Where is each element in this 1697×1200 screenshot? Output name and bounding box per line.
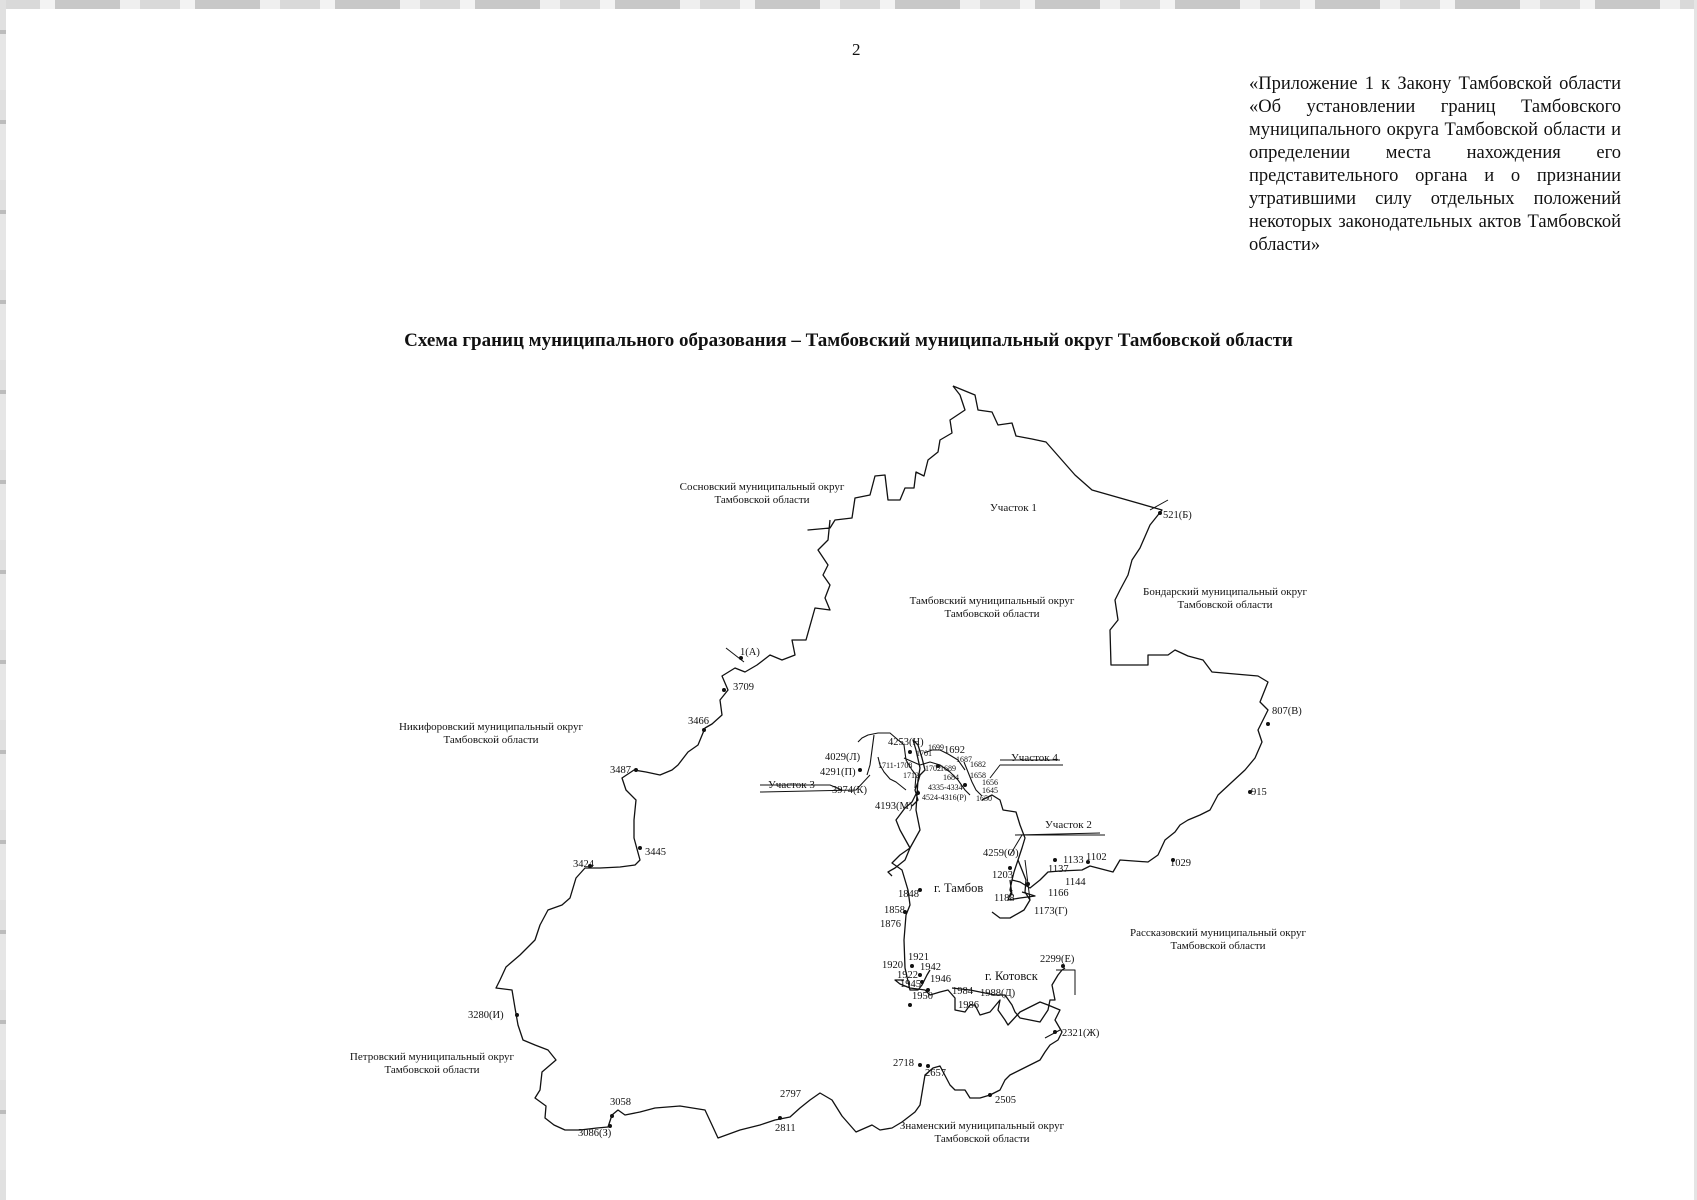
- point-3974: 3974(К): [832, 785, 867, 796]
- region-tambovsky-l2: Тамбовской области: [944, 608, 1040, 620]
- point-4253: 4253(Н): [888, 737, 924, 748]
- point-1699: 1699: [928, 743, 944, 752]
- marker-807: [1266, 722, 1270, 726]
- point-1942: 1942: [920, 962, 941, 973]
- point-1945: 1945: [900, 979, 921, 990]
- point-4291: 4291(П): [820, 767, 856, 778]
- point-1986: 1986: [958, 1000, 979, 1011]
- point-1133: 1133: [1063, 855, 1084, 866]
- district-boundary: [953, 386, 1268, 900]
- region-bondarsky-l1: Бондарский муниципальный округ: [1143, 586, 1307, 598]
- point-1650: 1650: [976, 794, 992, 803]
- point-1684: 1684: [943, 773, 959, 782]
- point-4029: 4029(Л): [825, 752, 861, 763]
- plot4-callout: [990, 765, 1063, 778]
- point-1921: 1921: [908, 952, 929, 963]
- point-3445: 3445: [645, 847, 666, 858]
- point-1687: 1687: [956, 755, 972, 764]
- marker-521: [1158, 511, 1162, 515]
- marker-1920: [910, 964, 914, 968]
- point-1a: 1(А): [740, 647, 760, 658]
- point-1188: 1188: [994, 893, 1015, 904]
- point-1712: 1712: [903, 771, 919, 780]
- point-2505: 2505: [995, 1095, 1016, 1106]
- region-petrovsky-l1: Петровский муниципальный округ: [349, 1051, 515, 1063]
- marker-3058: [610, 1114, 614, 1118]
- point-3424: 3424: [573, 859, 594, 870]
- marker-4193: [916, 791, 920, 795]
- region-znamensky-l2: Тамбовской области: [934, 1133, 1030, 1145]
- point-1645: 1645: [982, 786, 998, 795]
- point-1173: 1173(Г): [1034, 906, 1068, 917]
- point-1858: 1858: [884, 905, 905, 916]
- marker-3280: [515, 1013, 519, 1017]
- point-1682: 1682: [970, 760, 986, 769]
- marker-2797: [778, 1116, 782, 1120]
- region-rasskazovsky-l2: Тамбовской области: [1170, 940, 1266, 952]
- point-1848: 1848: [898, 889, 919, 900]
- region-sosnovsky-l2: Тамбовской области: [714, 494, 810, 506]
- marker-2505: [988, 1093, 992, 1097]
- point-1984: 1984: [952, 986, 973, 997]
- region-tambovsky-l1: Тамбовский муниципальный округ: [909, 595, 1075, 607]
- point-3086: 3086(З): [578, 1128, 612, 1139]
- marker-2321: [1053, 1030, 1057, 1034]
- point-1656: 1656: [982, 778, 998, 787]
- point-1658: 1658: [970, 771, 986, 780]
- point-1988: 1988(Д): [980, 988, 1016, 999]
- point-1702: 1702: [925, 764, 941, 773]
- point-2299: 2299(Е): [1040, 954, 1075, 965]
- point-1102: 1102: [1086, 852, 1107, 863]
- page-number: 2: [852, 40, 861, 59]
- point-3709: 3709: [733, 682, 754, 693]
- point-4193: 4193(М): [875, 801, 913, 812]
- plot-3-label: Участок 3: [768, 779, 815, 791]
- point-3487: 3487: [610, 765, 631, 776]
- region-rasskazovsky-l1: Рассказовский муниципальный округ: [1130, 927, 1306, 939]
- plot-2-label: Участок 2: [1045, 819, 1092, 831]
- point-1876: 1876: [880, 919, 901, 930]
- point-2657: 2657: [925, 1068, 946, 1079]
- point-4335: 4335-4334: [928, 783, 963, 792]
- point-1692: 1692: [944, 745, 965, 756]
- marker-2718: [918, 1063, 922, 1067]
- marker-3466: [702, 728, 706, 732]
- marker-4253: [908, 750, 912, 754]
- region-petrovsky-l2: Тамбовской области: [384, 1064, 480, 1076]
- region-nikiforovsky-l2: Тамбовской области: [443, 734, 539, 746]
- point-1137: 1137: [1048, 864, 1069, 875]
- point-markers: [515, 511, 1273, 1128]
- marker-1133: [1053, 858, 1057, 862]
- point-2718: 2718: [893, 1058, 914, 1069]
- plot-4-label: Участок 4: [1011, 752, 1058, 764]
- region-nikiforovsky-l1: Никифоровский муниципальный округ: [398, 721, 584, 733]
- city-kotovsk-label: г. Котовск: [985, 969, 1038, 983]
- point-2797: 2797: [780, 1089, 801, 1100]
- plot-1-label: Участок 1: [990, 502, 1037, 514]
- marker-1942: [918, 973, 922, 977]
- city-tambov-label: г. Тамбов: [934, 881, 984, 895]
- point-2811: 2811: [775, 1123, 796, 1134]
- annex-text: «Приложение 1 к Закону Тамбовской области «Об установлении границ Тамбовского муниципального округа Тамбовской области и определении места нахождения его представительного органа и о признании утратившими силу отдельных положений некоторых законодательных актов Тамбовской области»: [1249, 74, 1621, 255]
- point-4259: 4259(О): [983, 848, 1019, 859]
- point-3280: 3280(И): [468, 1010, 504, 1021]
- point-1689: 1689: [940, 764, 956, 773]
- point-1922: 1922: [897, 970, 918, 981]
- point-3058: 3058: [610, 1097, 631, 1108]
- point-4524: 4524-4316(Р): [922, 793, 967, 802]
- marker-1658: [963, 783, 967, 787]
- point-1203: 1203: [992, 870, 1013, 881]
- marker-3445: [638, 846, 642, 850]
- marker-4029: [858, 768, 862, 772]
- point-1029: 1029: [1170, 858, 1191, 869]
- point-1950: 1950: [912, 991, 933, 1002]
- marker-3487: [634, 768, 638, 772]
- point-1144: 1144: [1065, 877, 1086, 888]
- marker-3709: [722, 688, 726, 692]
- point-3466: 3466: [688, 716, 709, 727]
- point-807: 807(В): [1272, 706, 1302, 717]
- point-1711: 1711-1708: [878, 761, 913, 770]
- region-sosnovsky-l1: Сосновский муниципальный округ: [679, 481, 845, 493]
- point-2321: 2321(Ж): [1062, 1028, 1100, 1039]
- point-1946: 1946: [930, 974, 951, 985]
- marker-1984: [908, 1003, 912, 1007]
- marker-1144: [1026, 882, 1030, 886]
- point-1701: 1701: [916, 749, 932, 758]
- map-title: Схема границ муниципального образования – Тамбовский муниципальный округ Тамбовской области: [404, 330, 1293, 351]
- region-bondarsky-l2: Тамбовской области: [1177, 599, 1273, 611]
- region-znamensky-l1: Знаменский муниципальный округ: [899, 1120, 1065, 1132]
- point-1166: 1166: [1048, 888, 1069, 899]
- point-1920: 1920: [882, 960, 903, 971]
- point-521: 521(Б): [1163, 510, 1192, 521]
- point-915: 915: [1251, 787, 1267, 798]
